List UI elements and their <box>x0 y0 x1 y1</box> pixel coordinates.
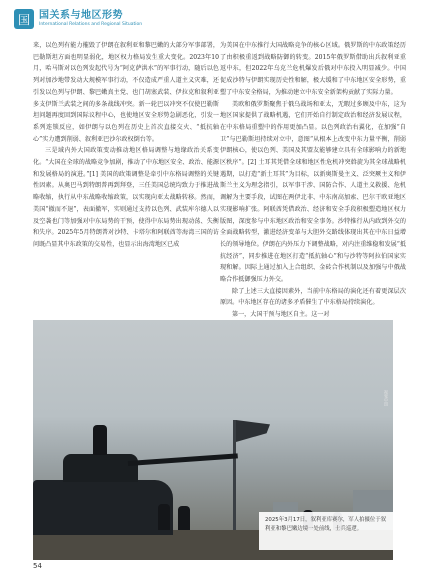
photo-tank <box>33 480 173 535</box>
paragraph: 为美国在中东推行大国战略竞争的核心区域。俄罗斯的中东政策经历了由积极重返到战略防御的转变。2015年俄罗斯借助出兵叙利亚重返中东，但2022年乌克兰危机爆发后俄对中东投入明显减少。中国促成沙特与伊朗实现历史性和解，极大缓和了中东地区安全形势，重塑了中东安全格局，为推动建立中东安全新架构贡献了实际力量。 <box>220 42 406 96</box>
photo-soldier <box>158 504 170 530</box>
page-number: 54 <box>33 562 42 570</box>
paragraph: 除了上述三大直接因素外，当前中东格局的演化还有着更深层次原因。中东地区存在的诸多矛盾催生了中东格局持续演化。 <box>220 287 406 307</box>
photo-caption: 2025年3月17日，叙利亚库赛尔，军人拍摄位于叙利亚和黎巴嫩边境一处前线，士兵巡逻。 <box>259 512 393 550</box>
photo-credit: 视觉中国 <box>384 390 389 406</box>
journal-header <box>14 8 142 30</box>
photo-tank-gun <box>128 453 238 466</box>
photo-flag <box>236 420 270 442</box>
right-column <box>220 40 406 321</box>
photo-soldier <box>178 506 190 530</box>
journal-brand <box>39 11 142 28</box>
journal-logo: 国 <box>14 9 34 29</box>
photo-tank-turret <box>63 454 138 482</box>
paragraph: 来，以色列有能力摧毁了伊朗在叙利亚和黎巴嫩的大部分军事部署，巴勒斯坦方面也明显弱化，地区权力格局发生重大变化。2023年10月，哈马斯对以色列发起代号为“阿克萨洪水”的军事行动，随后以色列对加沙地带发动大规模军事行动，不仅造成严重人道主义灾难，还引发以色列与伊朗、黎巴嫩真主党、也门胡塞武装、伊拉克和叙利亚多支伊斯兰武装之间的多条战线冲突。新一轮巴以冲突不仅使巴勒斯坦问题再度回到国际议程中心，也使地区安全形势急剧恶化，引发一系列连锁反应，如伊朗与以色列在历史上首次直接交火、“抵抗轴心”实力遭到削弱、叙利亚巴沙尔政权倒台等。 <box>33 42 219 143</box>
journal-title-en: International Relations and Regional Situation <box>39 21 143 27</box>
photo-pole <box>233 420 236 530</box>
photo-soldier <box>93 425 107 455</box>
paragraph: 三是域内外大国政策变动推动地区格局调整与地缘政治关系变化。“大国在全球的战略竞争加剧，推动了中东地区安全、政治、能源和发展格局的演进。”[1] 美国的政策调整是牵引中东格局调整的关键性因素。从奥巴马到特朗普再到拜登，三任美国总统均致力于推进战略收缩，执行从中东战略收缩政策，以实现向亚太战略转移。然而，美国“撤而不退”，表面撤军，实则通过支持以色列、武装库尔德人以及空袭也门等加强对中东局势的干预，使得中东局势出现动荡、失衡和失序。2025年5月特朗普对沙特、卡塔尔和阿联酋等海湾三国的访问既凸显其中东政策的交易性，也显示出海湾地区已成 <box>33 147 219 248</box>
journal-title-cn: 国关系与地区形势 <box>39 9 123 21</box>
paragraph: 美欧和俄罗斯聚焦于俄乌战场和亚太，无暇过多顾及中东，这为地区国家提供了战略机遇，它们开始自行制定政治和经济发展议程，在中东格局重塑中的作用更加凸显。以色列政治右翼化，在加强“自卫”与巴勒斯坦持续对立中，意图“从根本上改变中东力量平衡，削弱伊朗核心，使以色列、美国及其盟友能够建立具有全球影响力的新地区秩序”。[2] 土耳其凭借全球和地区性危机冲突斡旋为其全球战略机遇期，以打造“新土耳其”为目标，以新奥斯曼主义、泛突厥主义和伊斯兰主义为理念指引，以军事干涉、国防合作、人道主义救援、危机调解为主要手段，试图在两伊北非、中东南高加索、巴尔干欧亚地区实现影响扩张。阿联酋凭借政治、经济和安全手段积极塑造地区权力版图，深度参与中东地区政治和安全事务。沙特推行从内政到外交的全面战略转型，激进经济变革与大胆外交路线体现出其在中东日益增长的领导地位。伊朗在内外压力下调整战略，对内注重维稳和发展“抵抗经济”，同步推进在地区打造“抵抗轴心”和与沙特等阿拉伯国家实现和解。因际上通过加入上合组织、金砖合作机制以及加强与中俄战略合作抵御强压力外交。 <box>220 100 406 284</box>
left-column <box>33 40 219 251</box>
paragraph: 第一，大国干预与地区自主。这一对 <box>232 311 330 319</box>
